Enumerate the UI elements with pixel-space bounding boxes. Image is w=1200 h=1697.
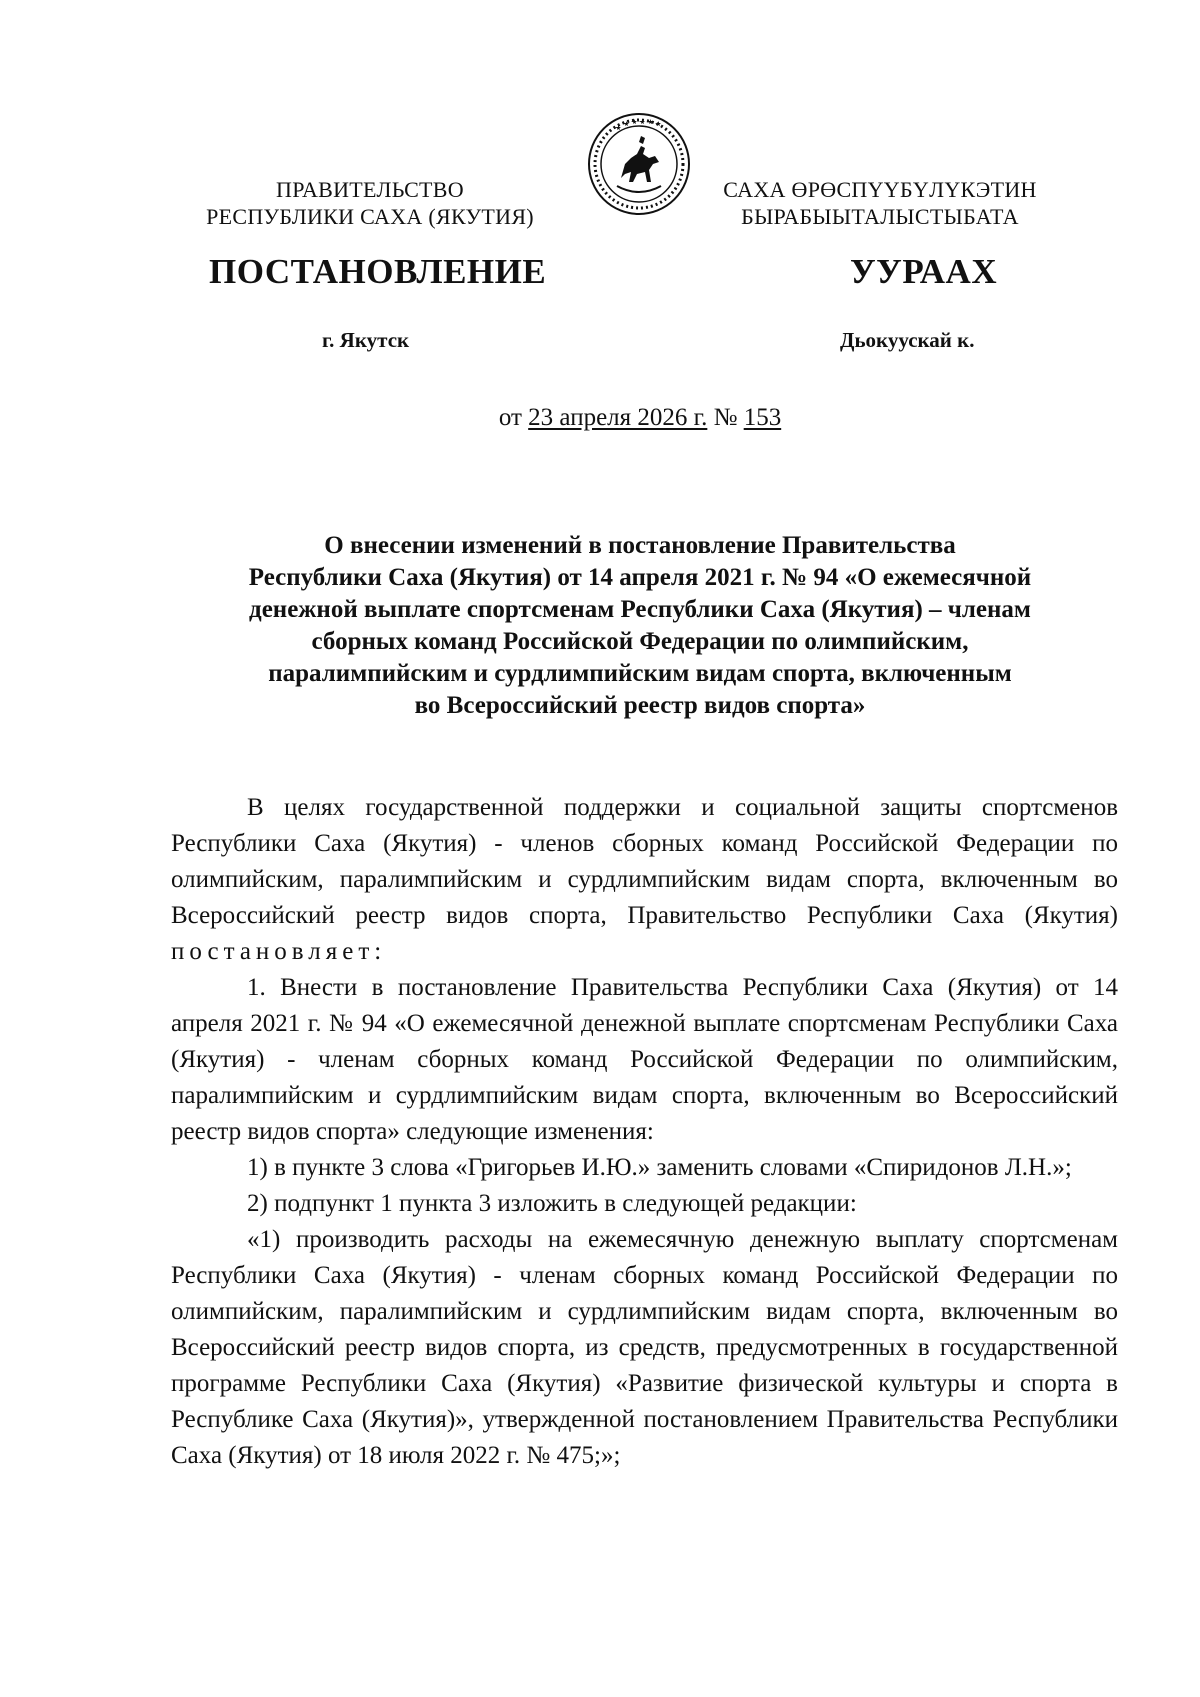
header-right-sakha [670,176,1090,230]
doc-type-ru: ПОСТАНОВЛЕНИЕ [209,252,547,291]
header-left-line-1: ПРАВИТЕЛЬСТВО [276,177,464,202]
title-line-1: О внесении изменений в постановление Правительства [324,532,956,559]
preamble-text: В целях государственной поддержки и социальной защиты спортсменов Республики Саха (Якутия) - членов сборных команд Российской Федерации по олимпийским, паралимпийским и сурдлимпийским видам спорта, включенным во Всероссийский реестр видов спорта, Правительство Республики Саха (Якутия) [171,794,1118,929]
city-sakha: Дьокуускай к. [840,328,975,352]
document-title [160,530,1120,722]
title-line-2: Республики Саха (Якутия) от 14 апреля 2021 г. № 94 «О ежемесячной [248,564,1032,591]
item-1-2: 2) подпункт 1 пункта 3 изложить в следующей редакции: [247,1190,857,1217]
header-right-line-1: САХА ӨРӨСПҮҮБҮЛҮКЭТИН [723,177,1037,202]
date-prefix: от [498,404,522,431]
number-sign: № [713,404,738,431]
document-number: 153 [743,404,782,431]
title-line-5: паралимпийским и сурдлимпийским видам спорта, включенным [268,660,1012,687]
title-line-6: во Всероссийский реестр видов спорта» [414,692,866,719]
doc-type-sakha: УУРААХ [850,252,998,291]
document-date: 23 апреля 2026 г. [528,404,708,431]
title-line-4: сборных команд Российской Федерации по олимпийским, [311,628,969,655]
date-line [0,404,1200,432]
item-1-1: 1) в пункте 3 слова «Григорьев И.Ю.» заменить словами «Спиридонов Л.Н.»; [247,1154,1072,1181]
document-body [171,790,1118,1474]
preamble-paragraph [171,790,1118,970]
header-right-line-2: БЫРАБЫЫТАЛЫСТЫБАТА [741,204,1019,229]
item-1-2-text: «1) производить расходы на ежемесячную денежную выплату спортсменам Республики Саха (Якутия) - членам сборных команд Российской Федерации по олимпийским, паралимпийским и сурдлимпийским видам спорта, включенным во Всероссийский реестр видов спорта, из средств, предусмотренных в государственной программе Республики Саха (Якутия) «Развитие физической культуры и спорта в Республике Саха (Якутия)», утвержденной постановлением Правительства Республики Саха (Якутия) от 18 июля 2022 г. № 475;»; [171,1226,1118,1469]
decree-word: постановляет: [171,938,387,965]
item-1: 1. Внести в постановление Правительства Республики Саха (Якутия) от 14 апреля 2021 г. № 94 «О ежемесячной денежной выплате спортсменам Республики Саха (Якутия) - членам сборных команд Российской Федерации по олимпийским, паралимпийским и сурдлимпийским видам спорта, включенным во Всероссийский реестр видов спорта» следующие изменения: [171,974,1118,1145]
city-ru: г. Якутск [322,328,410,352]
title-line-3: денежной выплате спортсменам Республики Саха (Якутия) – членам [249,596,1031,623]
header-left-ru [160,176,580,230]
header-left-line-2: РЕСПУБЛИКИ САХА (ЯКУТИЯ) [206,204,534,229]
